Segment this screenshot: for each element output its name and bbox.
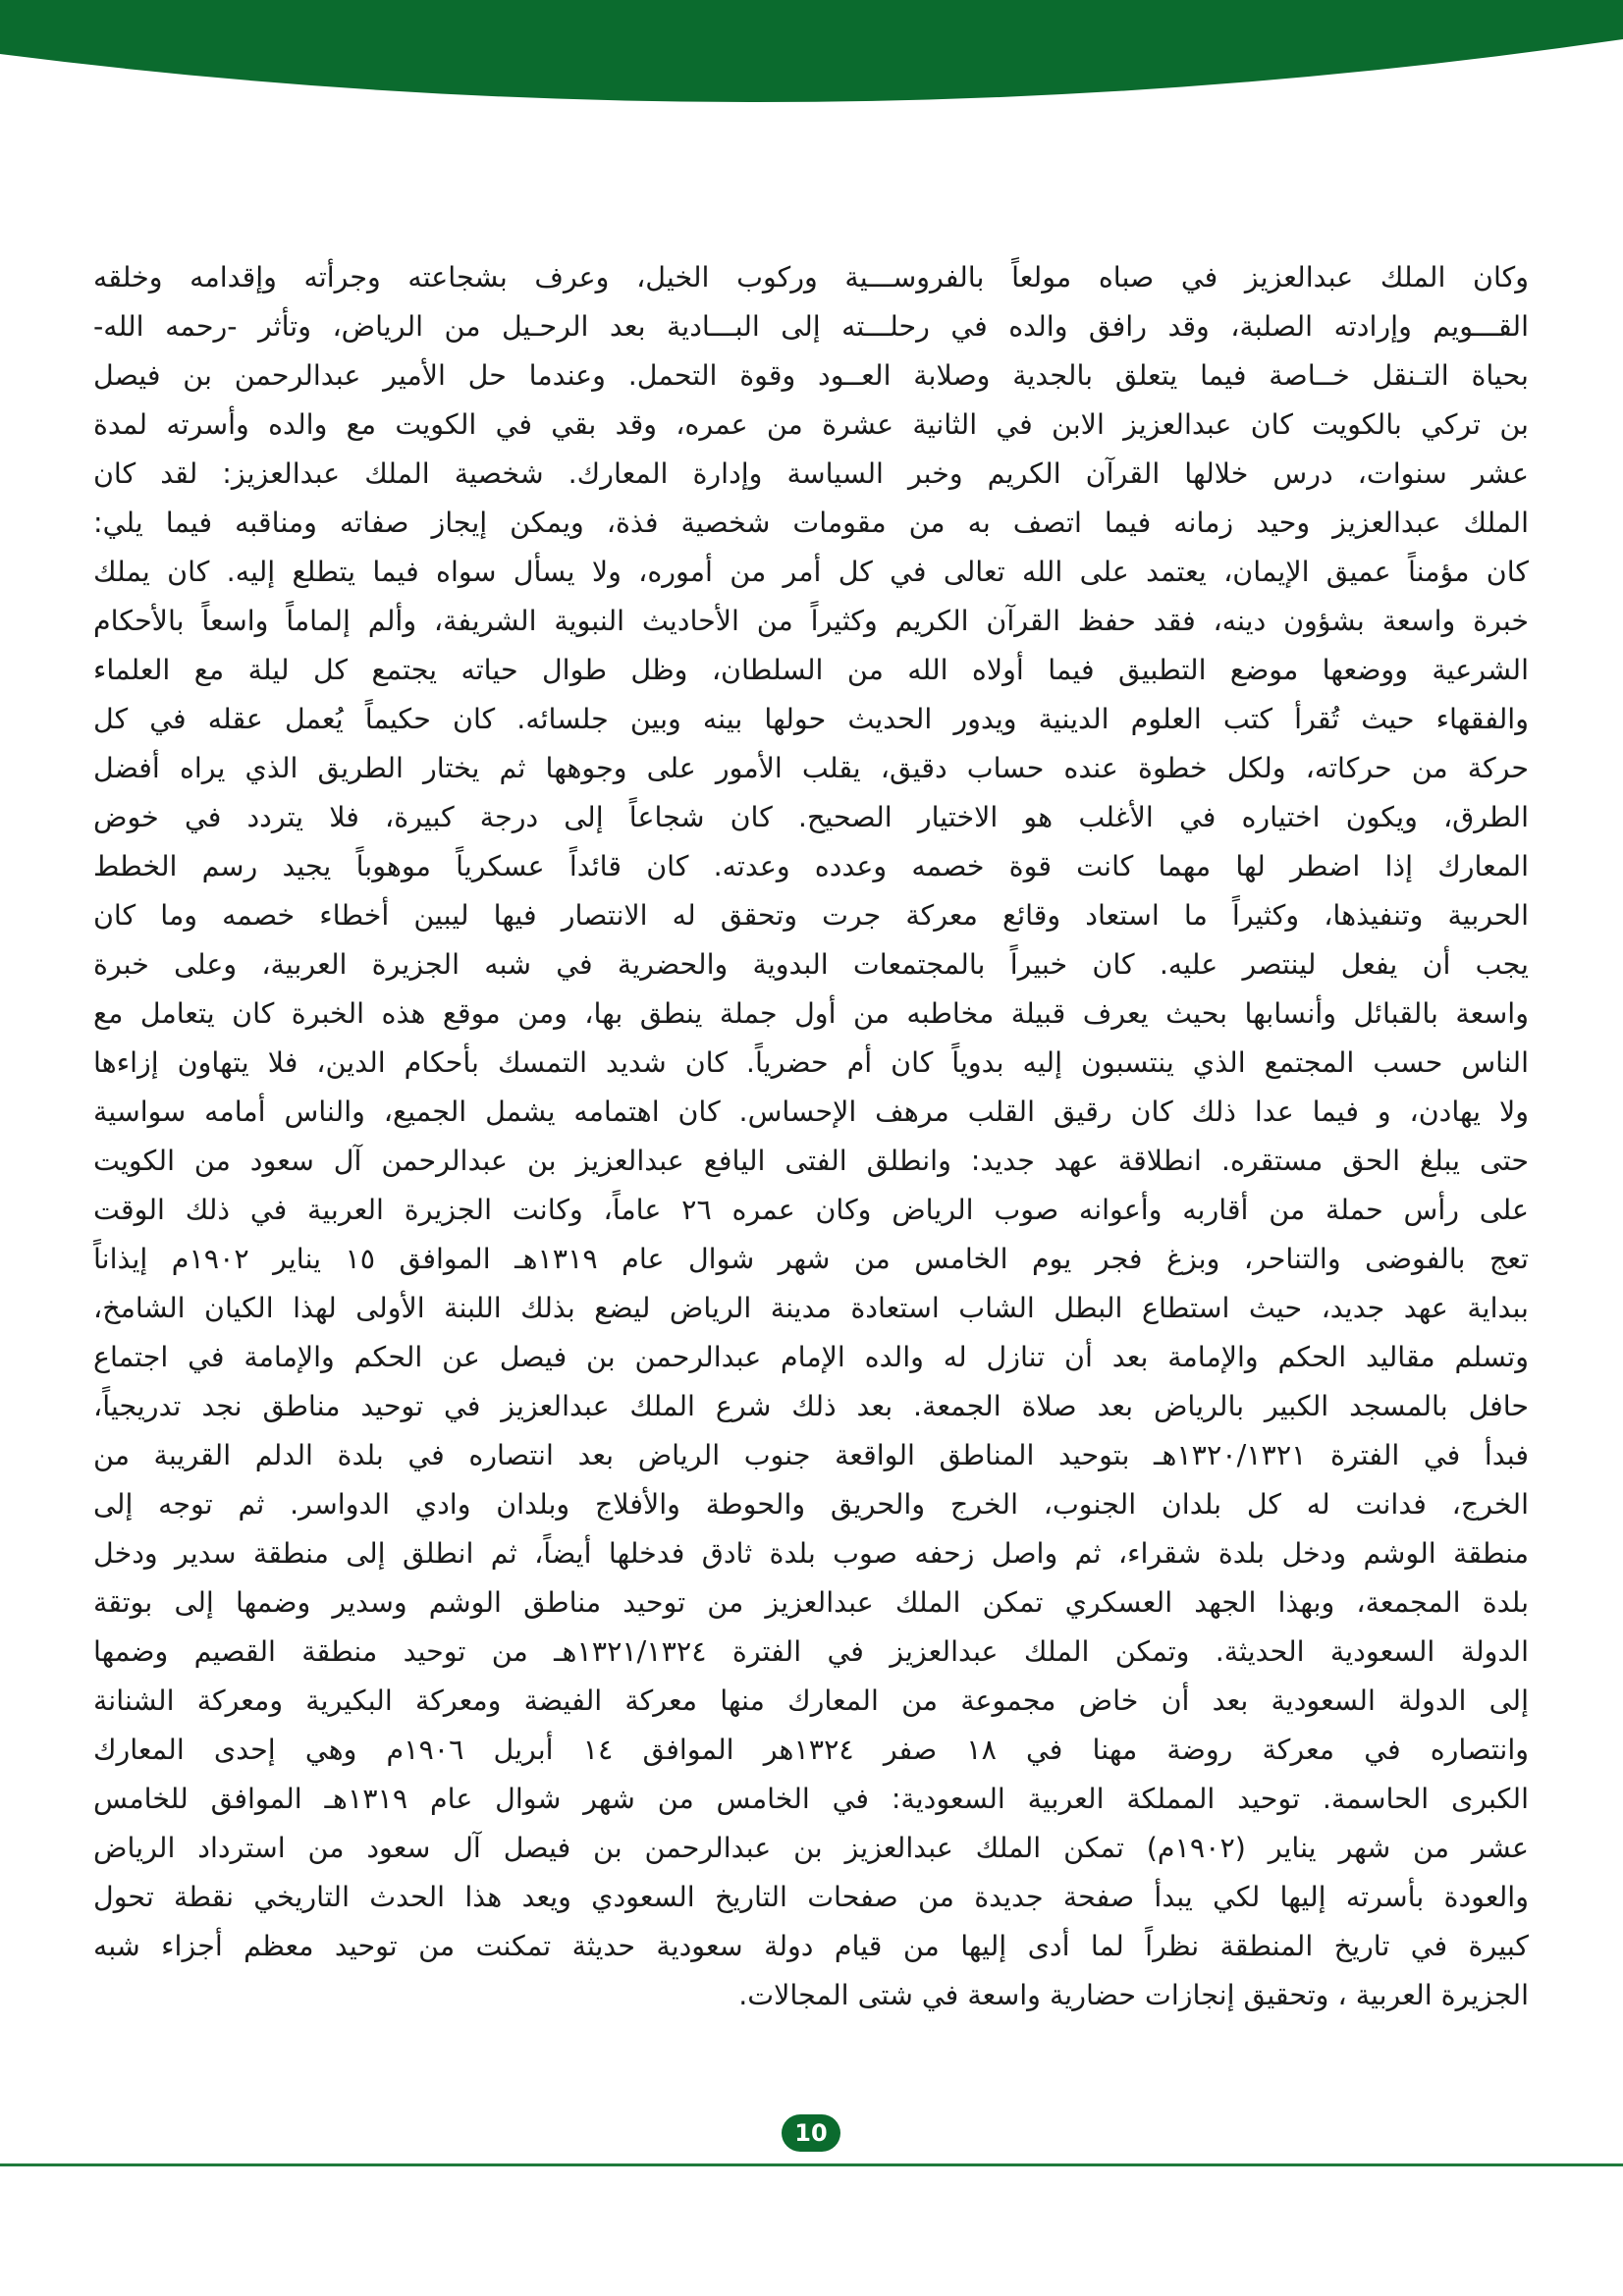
text-line: على رأس حملة من أقاربه وأعوانه صوب الرياض وكان عمره ٢٦ عاماً، وكانت الجزيرة العربية في ذلك الوقت <box>93 1194 1529 1226</box>
text-line: يجب أن يفعل لينتصر عليه. كان خبيراً بالمجتمعات البدوية والحضرية في شبه الجزيرة العربية، وعلى خبرة <box>93 948 1529 981</box>
text-line: ببداية عهد جديد، حيث استطاع البطل الشاب استعادة مدينة الرياض ليضع بذلك اللبنة الأولى لهذا الكيان الشامخ، <box>93 1292 1529 1324</box>
body-text <box>93 253 1529 2020</box>
banner-shape <box>0 0 1623 102</box>
text-line: منطقة الوشم ودخل بلدة شقراء، ثم واصل زحفه صوب بلدة ثادق فدخلها أيضاً، ثم انطلق إلى منطقة سدير ودخل <box>93 1537 1529 1570</box>
text-line: الملك عبدالعزيز وحيد زمانه فيما اتصف به من مقومات شخصية فذة، ويمكن إيجاز صفاته ومناقبه فيما يلي: <box>93 507 1529 539</box>
text-line: المعارك إذا اضطر لها مهما كانت قوة خصمه وعدده وعدته. كان قائداً عسكرياً موهوباً يجيد رسم الخطط <box>93 850 1529 882</box>
text-line: الناس حسب المجتمع الذي ينتسبون إليه بدوياً كان أم حضرياً. كان شديد التمسك بأحكام الدين، فلا يتهاون إزاءها <box>93 1046 1529 1079</box>
page-number-badge: 10 <box>782 2114 840 2152</box>
text-line: حتى يبلغ الحق مستقره. انطلاقة عهد جديد: وانطلق الفتى اليافع عبدالعزيز بن عبدالرحمن آل سعود من الكويت <box>93 1145 1529 1177</box>
text-line: إلى الدولة السعودية بعد أن خاض مجموعة من المعارك منها معركة الفيضة ومعركة البكيرية ومعركة الشنانة <box>93 1684 1529 1717</box>
text-line: والعودة بأسرته إليها لكي يبدأ صفحة جديدة من صفحات التاريخ السعودي ويعد هذا الحدث التاريخي نقطة تحول <box>93 1881 1529 1913</box>
text-line: الجزيرة العربية ، وتحقيق إنجازات حضارية واسعة في شتى المجالات. <box>738 1979 1529 2011</box>
text-line: بن تركي بالكويت كان عبدالعزيز الابن في الثانية عشرة من عمره، وقد بقي في الكويت مع والده وأسرته لمدة <box>93 408 1529 441</box>
text-line: الطرق، ويكون اختياره في الأغلب هو الاختيار الصحيح. كان شجاعاً إلى درجة كبيرة، فلا يتردد في خوض <box>93 801 1529 833</box>
text-line: وكان الملك عبدالعزيز في صباه مولعاً بالفروســـية وركوب الخيل، وعرف بشجاعته وجرأته وإقدامه وخلقه <box>93 261 1529 294</box>
text-line: بحياة التـنقل خــاصة فيما يتعلق بالجدية وصلابة العــود وقوة التحمل. وعندما حل الأمير عبدالرحمن بن فيصل <box>93 359 1529 392</box>
text-line: ولا يهادن، و فيما عدا ذلك كان رقيق القلب مرهف الإحساس. كان اهتمامه يشمل الجميع، والناس أمامه سواسية <box>93 1095 1529 1128</box>
text-line: واسعة بالقبائل وأنسابها بحيث يعرف قبيلة مخاطبه من أول جملة ينطق بها، ومن موقع هذه الخبرة كان يتعامل مع <box>93 997 1529 1030</box>
text-line: حركة من حركاته، ولكل خطوة عنده حساب دقيق، يقلب الأمور على وجوهها ثم يختار الطريق الذي يراه أفضل <box>93 752 1529 784</box>
text-line: بلدة المجمعة، وبهذا الجهد العسكري تمكن الملك عبدالعزيز من توحيد مناطق الوشم وسدير وضمها إلى بوتقة <box>93 1586 1529 1619</box>
text-line: والفقهاء حيث تُقرأ كتب العلوم الدينية ويدور الحديث حولها بينه وبين جلسائه. كان حكيماً يُعمل عقله في كل <box>93 703 1529 735</box>
text-line: عشر سنوات، درس خلالها القرآن الكريم وخبر السياسة وإدارة المعارك. شخصية الملك عبدالعزيز: لقد كان <box>93 457 1529 490</box>
text-line: الدولة السعودية الحديثة. وتمكن الملك عبدالعزيز في الفترة ١٣٢١/١٣٢٤هـ من توحيد منطقة القصيم وضمها <box>93 1635 1529 1668</box>
text-line: حافل بالمسجد الكبير بالرياض بعد صلاة الجمعة. بعد ذلك شرع الملك عبدالعزيز في توحيد مناطق نجد تدريجياً، <box>93 1390 1529 1422</box>
text-line: خبرة واسعة بشؤون دينه، فقد حفظ القرآن الكريم وكثيراً من الأحاديث النبوية الشريفة، وألم إلماماً واسعاً بالأحكام <box>93 605 1529 637</box>
top-green-banner <box>0 0 1623 128</box>
text-line: الخرج، فدانت له كل بلدان الجنوب، الخرج والحريق والحوطة والأفلاج وبلدان وادي الدواسر. ثم توجه إلى <box>93 1488 1529 1521</box>
text-line: تعج بالفوضى والتناحر، وبزغ فجر يوم الخامس من شهر شوال عام ١٣١٩هـ الموافق ١٥ يناير ١٩٠٢م إيذاناً <box>93 1243 1529 1275</box>
text-line: القـــويم وإرادته الصلبة، وقد رافق والده في رحلـــته إلى البـــادية بعد الرحـيل من الرياض، وتأثر -رحمه الله- <box>93 310 1529 343</box>
text-line: الشرعية ووضعها موضع التطبيق فيما أولاه الله من السلطان، وظل طوال حياته يجتمع كل ليلة مع العلماء <box>93 654 1529 686</box>
footer-rule <box>0 2163 1623 2166</box>
text-line: الحربية وتنفيذها، وكثيراً ما استعاد وقائع معركة جرت وتحقق له الانتصار فيها ليبين أخطاء خصمه وما كان <box>93 899 1529 932</box>
text-line: وتسلم مقاليد الحكم والإمامة بعد أن تنازل له والده الإمام عبدالرحمن بن فيصل عن الحكم والإمامة في اجتماع <box>93 1341 1529 1373</box>
text-line: كان مؤمناً عميق الإيمان، يعتمد على الله تعالى في كل أمر من أموره، ولا يسأل سواه فيما يتطلع إليه. كان يملك <box>93 556 1529 588</box>
text-line: الكبرى الحاسمة. توحيد المملكة العربية السعودية: في الخامس من شهر شوال عام ١٣١٩هـ الموافق للخامس <box>93 1783 1529 1815</box>
text-line: وانتصاره في معركة روضة مهنا في ١٨ صفر ١٣٢٤هر الموافق ١٤ أبريل ١٩٠٦م وهي إحدى المعارك <box>93 1734 1529 1766</box>
text-line: فبدأ في الفترة ١٣٢٠/١٣٢١هـ بتوحيد المناطق الواقعة جنوب الرياض بعد انتصاره في بلدة الدلم القريبة من <box>93 1439 1529 1471</box>
text-line: عشر من شهر يناير (١٩٠٢م) تمكن الملك عبدالعزيز بن عبدالرحمن بن فيصل آل سعود من استرداد الرياض <box>93 1832 1529 1864</box>
text-line: كبيرة في تاريخ المنطقة نظراً لما أدى إليها من قيام دولة سعودية حديثة تمكنت من توحيد معظم أجزاء شبه <box>93 1930 1529 1962</box>
